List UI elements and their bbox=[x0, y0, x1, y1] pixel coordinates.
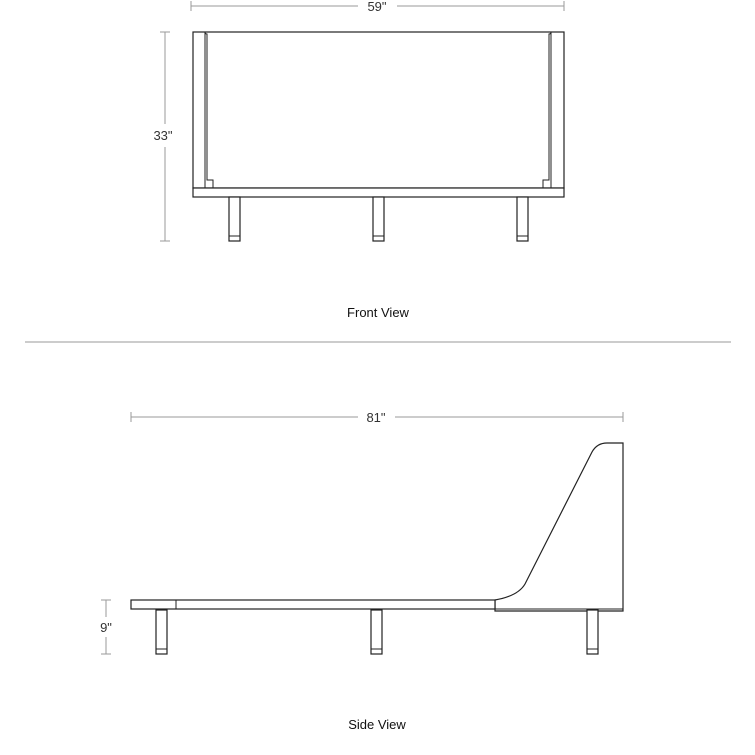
front-height-dimension bbox=[153, 32, 172, 241]
side-leg-center bbox=[371, 610, 382, 654]
front-width-label: 59" bbox=[367, 0, 387, 14]
side-legs bbox=[156, 610, 598, 654]
front-width-dimension bbox=[191, 0, 564, 14]
side-length-dimension bbox=[131, 410, 623, 425]
front-height-label: 33" bbox=[153, 128, 173, 143]
bed-side-outline bbox=[131, 443, 623, 611]
side-length-label: 81" bbox=[366, 410, 386, 425]
front-leg-center bbox=[373, 197, 384, 241]
side-leg-head bbox=[587, 610, 598, 654]
bed-front-outline bbox=[193, 32, 564, 197]
front-leg-left bbox=[229, 197, 240, 241]
front-legs bbox=[229, 197, 528, 241]
side-height-dimension bbox=[100, 600, 112, 654]
side-height-label: 9" bbox=[100, 620, 112, 635]
front-leg-right bbox=[517, 197, 528, 241]
side-view bbox=[100, 410, 623, 732]
side-leg-foot bbox=[156, 610, 167, 654]
side-view-caption: Side View bbox=[348, 717, 406, 732]
front-view-caption: Front View bbox=[347, 305, 409, 320]
front-view bbox=[153, 0, 564, 320]
